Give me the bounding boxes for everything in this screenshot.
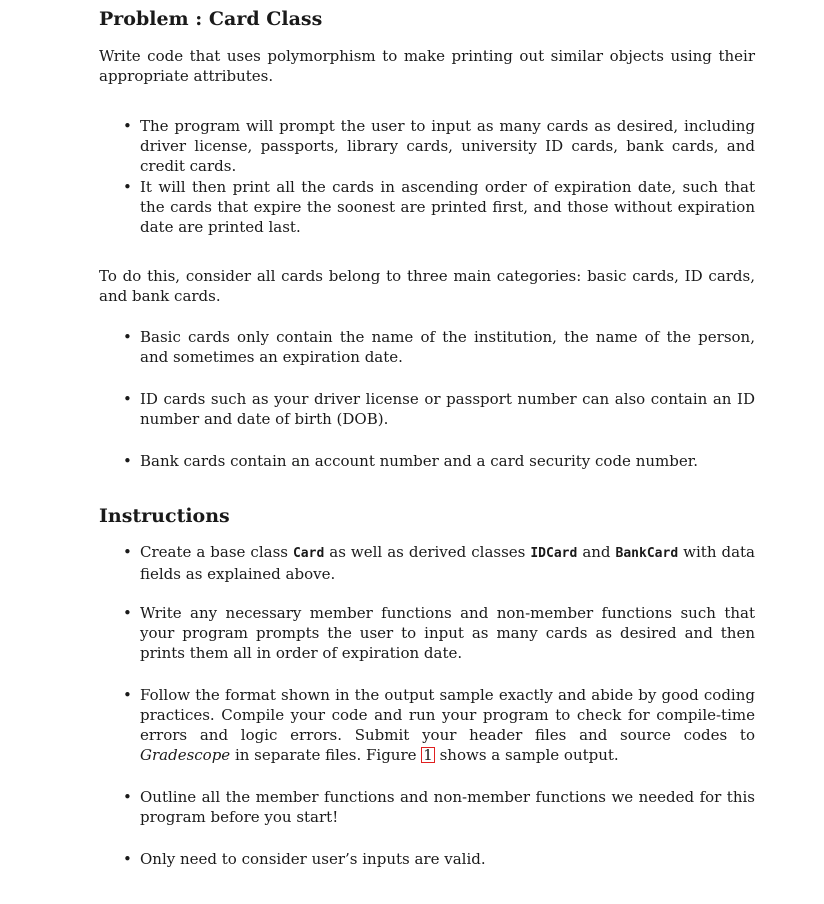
text-segment: as well as derived classes: [324, 543, 531, 561]
list-item: [123, 603, 755, 663]
bullet-icon: •: [123, 390, 132, 408]
bullet-text: [140, 542, 755, 584]
code-card: Card: [292, 546, 325, 561]
bullet-text: It will then print all the cards in ascending order of expiration date, such that the cards that expire the soonest are printed first, and those without expiration date are printed last.: [140, 178, 755, 236]
list-item: [123, 787, 755, 827]
list-item: [123, 177, 755, 237]
instructions-title: Instructions: [99, 505, 230, 527]
bullet-icon: •: [123, 604, 132, 622]
bullet-icon: •: [123, 686, 132, 704]
bullet-text: The program will prompt the user to input as many cards as desired, including driver license, passports, library cards, university ID cards, bank cards, and credit cards.: [140, 117, 755, 175]
list-item: [123, 389, 755, 429]
list-item: [123, 327, 755, 367]
code-bankcard: BankCard: [615, 546, 679, 561]
bullet-icon: •: [123, 328, 132, 346]
text-segment: in separate files. Figure: [230, 746, 422, 764]
bullet-text: Bank cards contain an account number and a card security code number.: [140, 452, 699, 470]
gradescope-emphasis: Gradescope: [140, 746, 231, 764]
problem-intro: Write code that uses polymorphism to make printing out similar objects using their appropriate attributes.: [99, 47, 755, 85]
text-segment: Create a base class: [140, 543, 293, 561]
problem-title: Problem : Card Class: [99, 8, 323, 30]
bullet-text: Only need to consider user’s inputs are valid.: [140, 850, 486, 868]
bullet-text: Outline all the member functions and non-member functions we needed for this program before you start!: [140, 788, 755, 826]
bullet-text: [140, 685, 755, 765]
categories-intro: To do this, consider all cards belong to three main categories: basic cards, ID cards, and bank cards.: [99, 267, 755, 305]
text-segment: shows a sample output.: [434, 746, 619, 764]
bullet-icon: •: [123, 117, 132, 135]
list-item: [123, 542, 755, 584]
bullet-icon: •: [123, 788, 132, 806]
bullet-text: Basic cards only contain the name of the institution, the name of the person, and sometimes an expiration date.: [140, 328, 755, 366]
text-segment: with data fields as explained above.: [140, 543, 755, 583]
bullet-text: Write any necessary member functions and non-member functions such that your program prompts the user to input as many cards as desired and then prints them all in order of expiration date.: [140, 604, 755, 662]
bullet-icon: •: [123, 543, 132, 561]
bullet-icon: •: [123, 452, 132, 470]
list-item: [123, 849, 755, 869]
list-item: [123, 685, 755, 765]
text-segment: Follow the format shown in the output sample exactly and abide by good coding practices. Compile your code and run your program to check for compile-time errors and logic errors. Submit your header files and source codes to: [140, 686, 755, 744]
text-segment: and: [577, 543, 616, 561]
bullet-icon: •: [123, 178, 132, 196]
figure-link[interactable]: 1: [423, 746, 433, 764]
bullet-text: ID cards such as your driver license or passport number can also contain an ID number and date of birth (DOB).: [140, 390, 755, 428]
bullet-icon: •: [123, 850, 132, 868]
list-item: [123, 451, 755, 471]
list-item: [123, 116, 755, 176]
code-idcard: IDCard: [530, 546, 578, 561]
